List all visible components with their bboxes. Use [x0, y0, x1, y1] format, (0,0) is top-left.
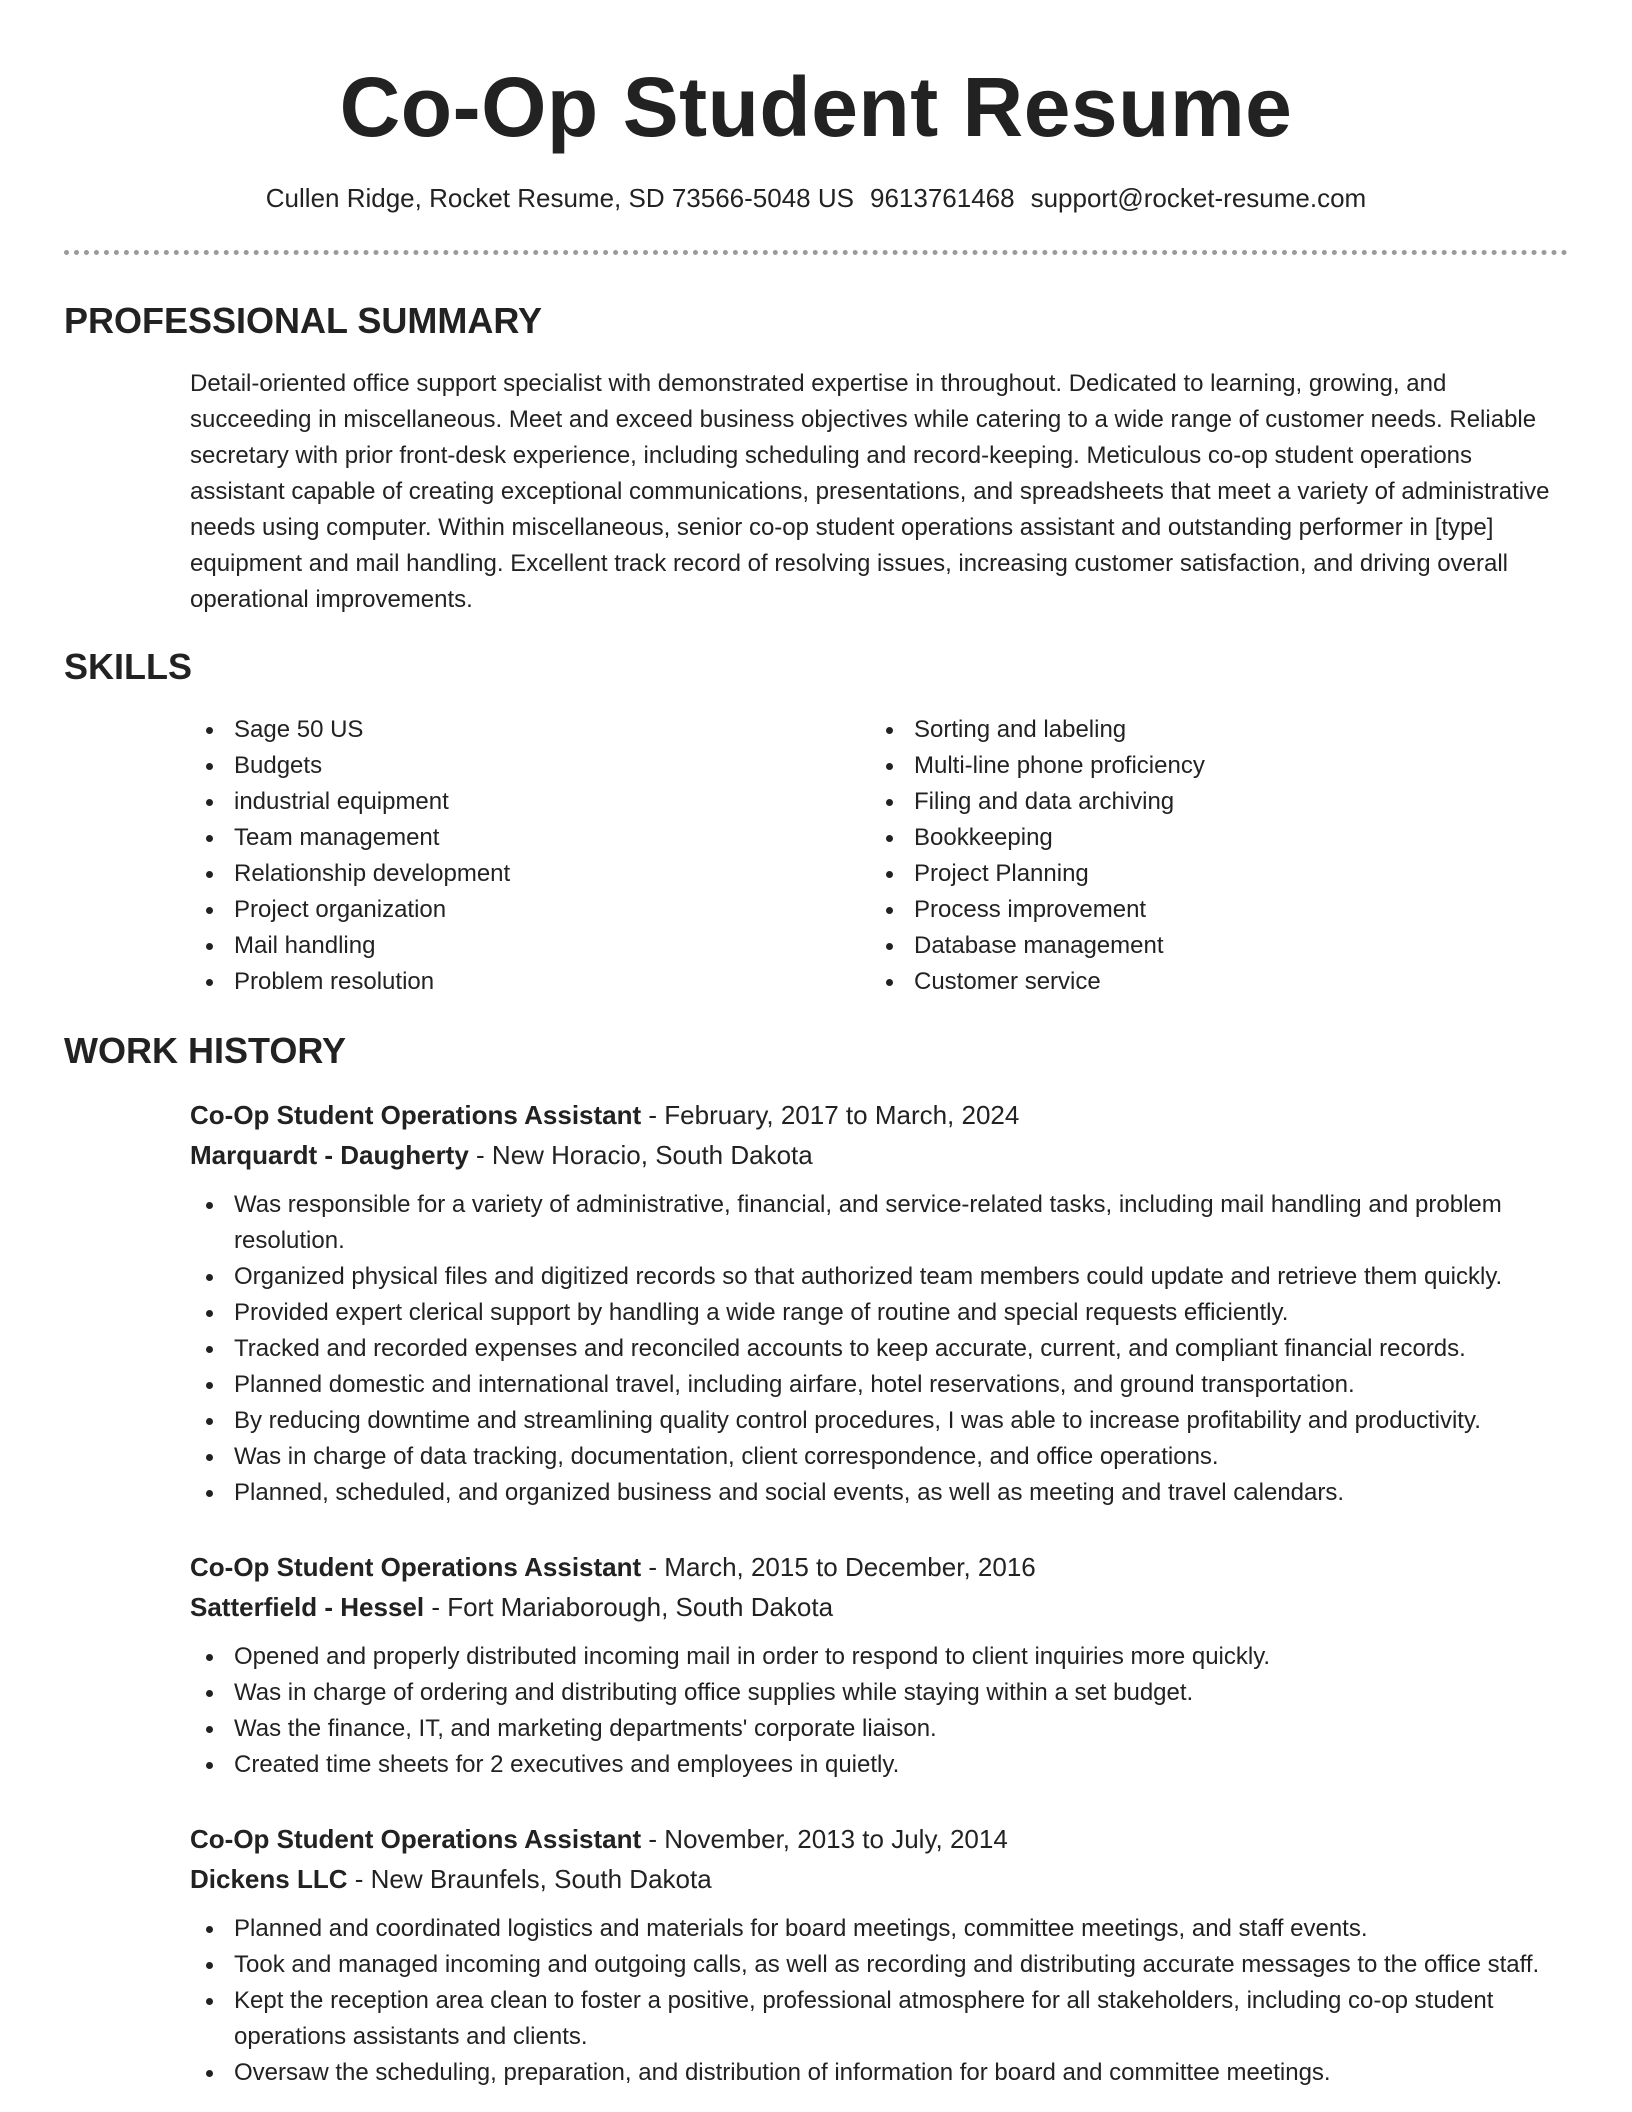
job-location: - New Braunfels, South Dakota [347, 1864, 712, 1894]
skill-item: Project organization [190, 892, 870, 928]
job-entry [190, 1819, 1568, 2091]
job-bullet: Organized physical files and digitized records so that authorized team members could update and retrieve them quickly. [190, 1259, 1568, 1295]
job-location: - New Horacio, South Dakota [468, 1140, 813, 1170]
job-dates: - March, 2015 to December, 2016 [641, 1552, 1036, 1582]
job-bullet: Planned and coordinated logistics and materials for board meetings, committee meetings, and staff events. [190, 1911, 1568, 1947]
skill-item: Database management [870, 928, 1550, 964]
job-bullet: Oversaw the scheduling, preparation, and distribution of information for board and committee meetings. [190, 2055, 1568, 2091]
job-dates: - February, 2017 to March, 2024 [641, 1100, 1020, 1130]
skill-item: industrial equipment [190, 784, 870, 820]
section-title-skills: SKILLS [64, 646, 193, 687]
job-bullets [190, 1911, 1568, 2091]
skill-item: Customer service [870, 964, 1550, 1000]
job-bullet: Was responsible for a variety of administrative, financial, and service-related tasks, including mail handling and problem resolution. [190, 1187, 1568, 1259]
skill-item: Filing and data archiving [870, 784, 1550, 820]
job-title-line [190, 1095, 1568, 1135]
job-bullet: By reducing downtime and streamlining quality control procedures, I was able to increase profitability and productivity. [190, 1403, 1568, 1439]
resume-title: Co-Op Student Resume [339, 60, 1293, 154]
skill-item: Bookkeeping [870, 820, 1550, 856]
job-company-line [190, 1135, 1568, 1175]
contact-phone: 9613761468 [869, 183, 1015, 213]
contact-line [0, 180, 1632, 216]
skill-item: Process improvement [870, 892, 1550, 928]
skill-item: Team management [190, 820, 870, 856]
job-bullet: Created time sheets for 2 executives and employees in quietly. [190, 1747, 1568, 1783]
job-bullet: Was in charge of data tracking, documentation, client correspondence, and office operations. [190, 1439, 1568, 1475]
section-title-summary: PROFESSIONAL SUMMARY [64, 300, 543, 341]
job-title-line [190, 1547, 1568, 1587]
job-bullet: Planned, scheduled, and organized business and social events, as well as meeting and travel calendars. [190, 1475, 1568, 1511]
skill-item: Problem resolution [190, 964, 870, 1000]
job-bullets [190, 1639, 1568, 1783]
job-role: Co-Op Student Operations Assistant [190, 1100, 642, 1130]
skills-column-left [190, 712, 870, 1000]
job-bullet: Tracked and recorded expenses and reconciled accounts to keep accurate, current, and compliant financial records. [190, 1331, 1568, 1367]
contact-email: support@rocket-resume.com [1030, 183, 1367, 213]
job-bullet: Opened and properly distributed incoming mail in order to respond to client inquiries more quickly. [190, 1639, 1568, 1675]
job-location: - Fort Mariaborough, South Dakota [424, 1592, 834, 1622]
contact-address: Cullen Ridge, Rocket Resume, SD 73566-5048 US [265, 183, 854, 213]
job-bullet: Kept the reception area clean to foster a positive, professional atmosphere for all stakeholders, including co-op student operations assistants and clients. [190, 1983, 1568, 2055]
job-bullet: Was the finance, IT, and marketing departments' corporate liaison. [190, 1711, 1568, 1747]
job-bullets [190, 1187, 1568, 1511]
section-title-work-history: WORK HISTORY [64, 1030, 347, 1071]
job-company: Dickens LLC [190, 1864, 348, 1894]
job-title-line [190, 1819, 1568, 1859]
job-entry [190, 1547, 1568, 1783]
job-bullet: Planned domestic and international travel, including airfare, hotel reservations, and ground transportation. [190, 1367, 1568, 1403]
job-bullet: Took and managed incoming and outgoing calls, as well as recording and distributing accurate messages to the office staff. [190, 1947, 1568, 1983]
job-company: Marquardt - Daugherty [190, 1140, 469, 1170]
skill-item: Sorting and labeling [870, 712, 1550, 748]
skill-item: Mail handling [190, 928, 870, 964]
job-dates: - November, 2013 to July, 2014 [641, 1824, 1008, 1854]
job-entry [190, 1095, 1568, 1511]
summary-text: Detail-oriented office support specialist with demonstrated expertise in throughout. Dedicated to learning, growing, and succeeding in miscellaneous. Meet and exceed business objectives while catering to a wide range of customer needs. Reliable secretary with prior front-desk experience, including scheduling and record-keeping. Meticulous co-op student operations assistant capable of creating exceptional communications, presentations, and spreadsheets that meet a variety of administrative needs using computer. Within miscellaneous, senior co-op student operations assistant and outstanding performer in [type] equipment and mail handling. Excellent track record of resolving issues, increasing customer satisfaction, and driving overall operational improvements. [190, 370, 1550, 613]
skill-item: Budgets [190, 748, 870, 784]
job-company-line [190, 1587, 1568, 1627]
skill-item: Sage 50 US [190, 712, 870, 748]
job-company-line [190, 1859, 1568, 1899]
skill-item: Multi-line phone proficiency [870, 748, 1550, 784]
skill-item: Relationship development [190, 856, 870, 892]
skills-list [190, 712, 1568, 1000]
job-bullet: Was in charge of ordering and distributing office supplies while staying within a set budget. [190, 1675, 1568, 1711]
skills-column-right [870, 712, 1550, 1000]
job-role: Co-Op Student Operations Assistant [190, 1552, 642, 1582]
job-bullet: Provided expert clerical support by handling a wide range of routine and special requests efficiently. [190, 1295, 1568, 1331]
job-company: Satterfield - Hessel [190, 1592, 425, 1622]
job-role: Co-Op Student Operations Assistant [190, 1824, 642, 1854]
skill-item: Project Planning [870, 856, 1550, 892]
header-divider [64, 250, 1568, 255]
